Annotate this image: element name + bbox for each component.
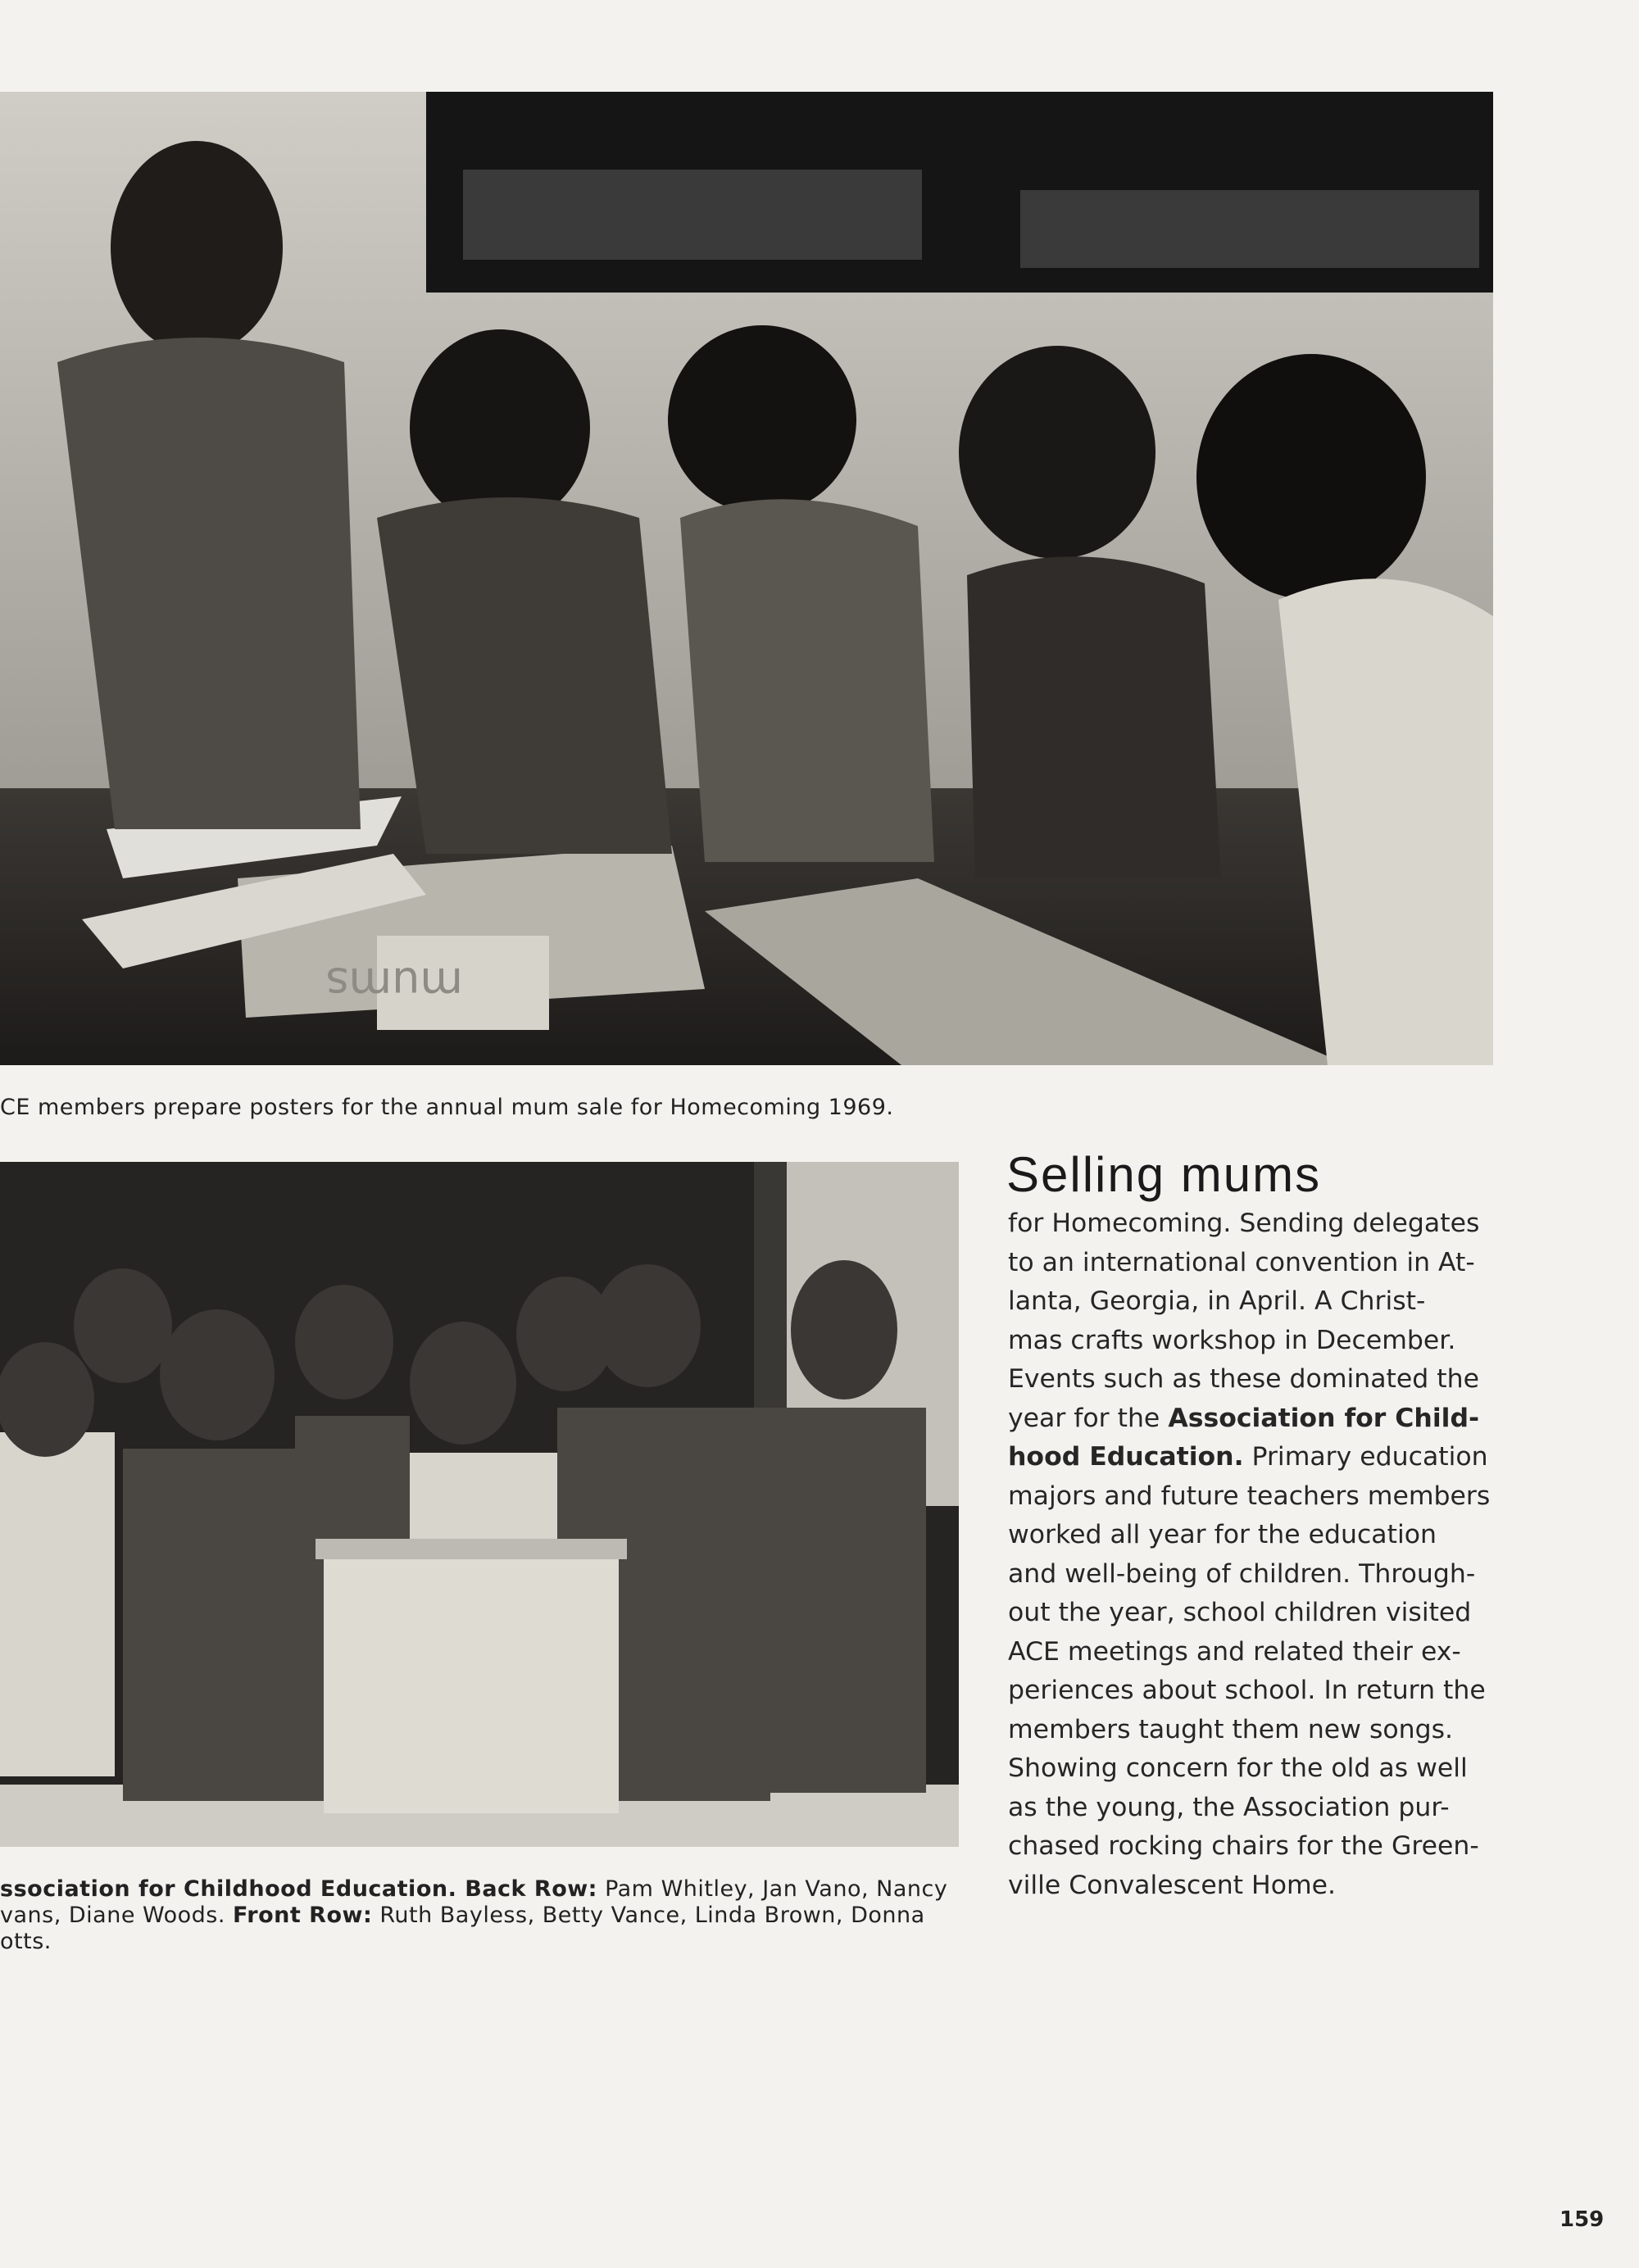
caption-line-2: [0, 1903, 957, 1929]
caption-front-row-label: Front Row:: [233, 1903, 373, 1928]
body-line: for Homecoming. Sending delegates: [1008, 1209, 1480, 1238]
body-line: worked all year for the education: [1008, 1520, 1437, 1549]
bottom-photo-image: [0, 1162, 959, 1847]
top-photo-image: [0, 92, 1493, 1065]
article-heading: Selling mums: [1006, 1147, 1322, 1202]
body-line: to an international convention in At-: [1008, 1247, 1475, 1277]
body-line: out the year, school children visited: [1008, 1598, 1472, 1627]
caption-line-1: [0, 1876, 957, 1903]
body-line: majors and future teachers members: [1008, 1481, 1491, 1511]
body-line: Events such as these dominated the: [1008, 1364, 1479, 1394]
article-body: [1008, 1204, 1495, 1905]
bottom-photo-caption: [0, 1876, 957, 1955]
body-line: mas crafts workshop in December.: [1008, 1325, 1456, 1355]
top-photo-caption: CE members prepare posters for the annual mum sale for Homecoming 1969.: [0, 1095, 894, 1120]
body-line: lanta, Georgia, in April. A Christ-: [1008, 1286, 1426, 1316]
caption-line-3: otts.: [0, 1929, 52, 1954]
body-bold-org-end: hood Education.: [1008, 1442, 1244, 1472]
caption-group-name: ssociation for Childhood Education. Back Row:: [0, 1876, 597, 1902]
body-line: Showing concern for the old as well: [1008, 1753, 1468, 1783]
body-line: periences about school. In return the: [1008, 1676, 1486, 1705]
body-line: as the young, the Association pur-: [1008, 1792, 1450, 1822]
caption-back-row-names: Pam Whitley, Jan Vano, Nancy: [597, 1876, 948, 1902]
body-line: [1008, 1399, 1495, 1439]
body-line: [1008, 1438, 1495, 1477]
body-line: ACE meetings and related their ex-: [1008, 1636, 1461, 1667]
bottom-photo: [0, 1162, 959, 1847]
top-photo: [0, 92, 1493, 1065]
body-line: members taught them new songs.: [1008, 1714, 1454, 1744]
body-bold-org: Association for Child-: [1168, 1403, 1480, 1433]
body-line-end: Primary education: [1243, 1442, 1488, 1472]
body-line: and well-being of children. Through-: [1008, 1558, 1476, 1589]
caption-line-2-start: vans, Diane Woods.: [0, 1903, 234, 1928]
caption-front-row-names: Ruth Bayless, Betty Vance, Linda Brown, Donna: [372, 1903, 925, 1928]
poster-text: mums: [325, 958, 463, 1009]
body-line-start: year for the: [1008, 1403, 1169, 1433]
page-number: 159: [1560, 2207, 1605, 2232]
body-line: chased rocking chairs for the Green-: [1008, 1831, 1479, 1861]
body-line: ville Convalescent Home.: [1008, 1870, 1337, 1900]
